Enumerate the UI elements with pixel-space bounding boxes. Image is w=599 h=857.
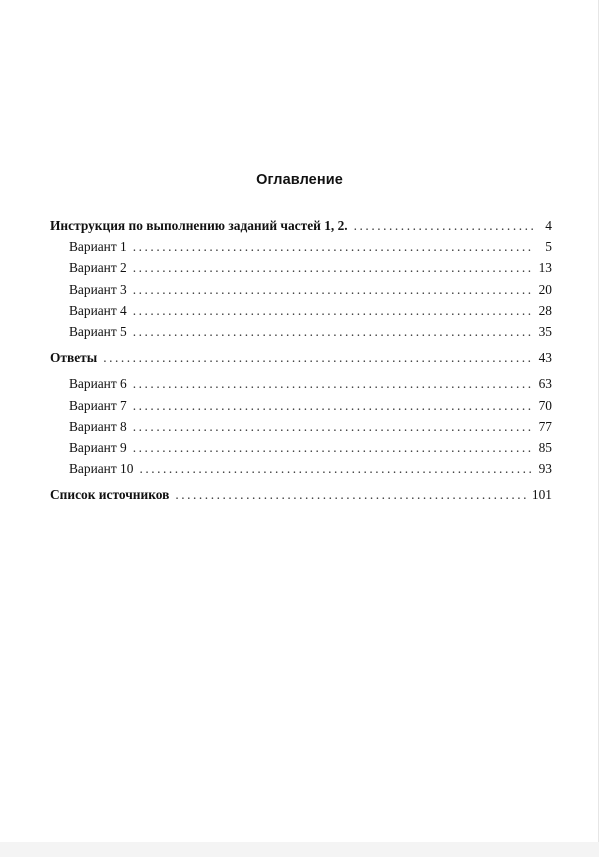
toc-entry-variant-5[interactable] — [50, 321, 552, 342]
dot-leader — [133, 416, 534, 437]
toc-entry-page: 5 — [545, 239, 552, 255]
toc-entry-label: Список источников — [50, 487, 170, 503]
toc-entry-variant-2[interactable] — [50, 257, 552, 278]
toc-entry-page: 63 — [538, 376, 552, 392]
toc-entry-page: 4 — [545, 218, 552, 233]
dot-leader — [133, 321, 534, 342]
dot-leader — [103, 347, 534, 368]
toc-entry-label: Вариант 9 — [69, 439, 127, 455]
toc-entry-variant-6[interactable] — [50, 373, 552, 394]
toc-entry-label: Вариант 6 — [69, 376, 127, 392]
toc-entry-page: 35 — [538, 323, 552, 339]
toc-entry-label: Инструкция по выполнению заданий частей 1, 2. — [50, 218, 348, 233]
toc-entry-instructions[interactable] — [50, 215, 552, 236]
toc-entry-page: 93 — [538, 461, 552, 477]
toc-entry-page: 20 — [538, 281, 552, 297]
page-bottom-edge — [0, 842, 599, 857]
toc-entry-variant-4[interactable] — [50, 300, 552, 321]
toc-entry-label: Вариант 8 — [69, 418, 127, 434]
toc-entry-sources[interactable] — [50, 484, 552, 505]
toc-entry-label: Вариант 3 — [69, 281, 127, 297]
toc-entry-label: Вариант 4 — [69, 302, 127, 318]
toc-entry-page: 70 — [538, 397, 552, 413]
toc-entry-variant-8[interactable] — [50, 416, 552, 437]
toc-entry-variant-1[interactable] — [50, 236, 552, 257]
toc-entry-page: 85 — [538, 439, 552, 455]
dot-leader — [133, 279, 534, 300]
toc-entry-variant-7[interactable] — [50, 395, 552, 416]
toc-entry-label: Вариант 10 — [69, 461, 134, 477]
dot-leader — [133, 257, 534, 278]
toc-entry-label: Ответы — [50, 350, 98, 366]
toc-entry-label: Вариант 5 — [69, 323, 127, 339]
toc-entry-answers[interactable] — [50, 347, 552, 368]
toc-entry-page: 13 — [538, 260, 552, 276]
toc-entry-variant-10[interactable] — [50, 458, 552, 479]
dot-leader — [139, 458, 534, 479]
dot-leader — [133, 236, 534, 257]
dot-leader — [175, 484, 528, 505]
toc-title: Оглавление — [256, 172, 343, 188]
table-of-contents — [50, 215, 552, 505]
toc-entry-label: Вариант 1 — [69, 239, 127, 255]
dot-leader — [133, 437, 534, 458]
toc-entry-page: 43 — [538, 350, 552, 366]
toc-entry-variant-9[interactable] — [50, 437, 552, 458]
toc-entry-page: 101 — [531, 487, 552, 503]
dot-leader — [354, 215, 534, 236]
dot-leader — [133, 373, 534, 394]
toc-entry-page: 28 — [538, 302, 552, 318]
toc-entry-page: 77 — [538, 418, 552, 434]
toc-entry-label: Вариант 2 — [69, 260, 127, 276]
toc-entry-label: Вариант 7 — [69, 397, 127, 413]
toc-entry-variant-3[interactable] — [50, 279, 552, 300]
dot-leader — [133, 395, 534, 416]
dot-leader — [133, 300, 534, 321]
